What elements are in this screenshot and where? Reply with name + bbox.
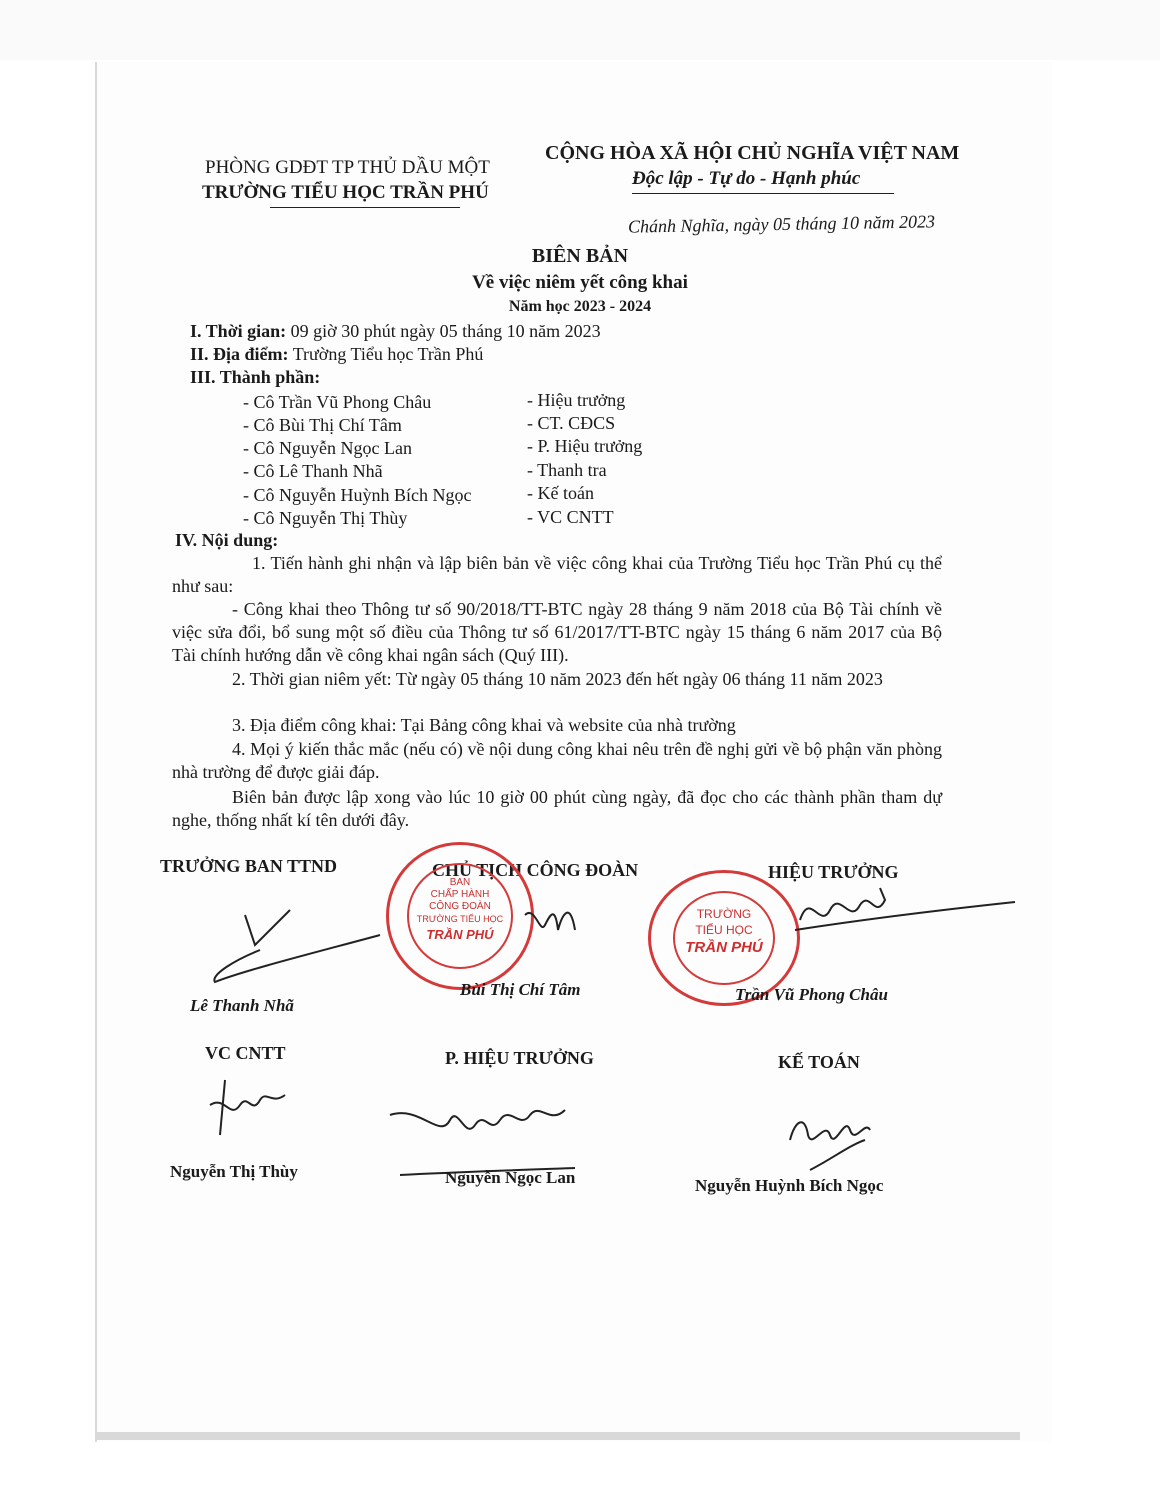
signature-nguyen-thi-thuy [200, 1075, 290, 1145]
content-paragraph-1: 1. Tiến hành ghi nhận và lập biên bản về việc công khai của Trường Tiểu học Trần Phú cụ thể như sau: [172, 553, 942, 596]
sig-title-it: VC CNTT [205, 1043, 286, 1063]
stamp-text: TRẦN PHÚ [426, 927, 494, 942]
section-time [190, 320, 601, 343]
stamp-text: CÔNG ĐOÀN [429, 901, 491, 912]
stamp-text: CHẤP HÀNH [430, 889, 490, 900]
school-underline [270, 207, 460, 208]
member-name: - Cô Nguyễn Huỳnh Bích Ngọc [243, 485, 472, 505]
agency-name: PHÒNG GDĐT TP THỦ DẦU MỘT [205, 157, 490, 178]
member-role: - Thanh tra [527, 460, 607, 480]
signature-bui-thi-chi-tam [520, 895, 590, 945]
member-role: - CT. CĐCS [527, 413, 616, 433]
signature-nguyen-ngoc-lan [380, 1090, 580, 1180]
sig-title-ttnd: TRƯỞNG BAN TTND [160, 856, 338, 876]
section-content-label: IV. Nội dung: [175, 530, 279, 550]
member-role: - VC CNTT [527, 507, 614, 527]
content-paragraph-4: 4. Mọi ý kiến thắc mắc (nếu có) về nội dung công khai nêu trên đề nghị gửi về bộ phận văn phòng nhà trường để được giải đáp. [172, 739, 942, 782]
republic-title: CỘNG HÒA XÃ HỘI CHỦ NGHĨA VIỆT NAM [545, 142, 960, 164]
member-role: - Kế toán [527, 483, 594, 503]
stamp-text: TRƯỜNG TIỂU HỌC [416, 914, 504, 924]
sig-name-ttnd: Lê Thanh Nhã [190, 996, 294, 1015]
member-role: - P. Hiệu trưởng [527, 436, 643, 456]
member-name: - Cô Bùi Thị Chí Tâm [243, 415, 402, 435]
school-name: TRƯỜNG TIỂU HỌC TRẦN PHÚ [202, 182, 489, 203]
sig-title-vice-principal: P. HIỆU TRƯỞNG [445, 1048, 594, 1068]
member-name: - Cô Nguyễn Thị Thùy [243, 508, 408, 528]
stamp-text: BAN [449, 877, 471, 888]
section-time-label: I. Thời gian: [190, 321, 287, 341]
page-bottom-edge [95, 1432, 1020, 1440]
content-paragraph-3: 3. Địa điểm công khai: Tại Bảng công khai và website của nhà trường [232, 715, 736, 735]
stamp-text: TIỂU HỌC [695, 923, 753, 937]
signature-nguyen-huynh-bich-ngoc [770, 1100, 930, 1180]
sig-title-union: CHỦ TỊCH CÔNG ĐOÀN [432, 860, 639, 880]
section-time-value: 09 giờ 30 phút ngày 05 tháng 10 năm 2023 [290, 321, 601, 341]
stamp-text: TRẦN PHÚ [685, 939, 763, 956]
section-place-value: Trường Tiểu học Trần Phú [292, 344, 484, 364]
member-name: - Cô Nguyễn Ngọc Lan [243, 438, 412, 458]
sig-name-vice-principal: Nguyễn Ngọc Lan [445, 1168, 576, 1187]
signature-le-thanh-nha [205, 900, 385, 990]
member-name: - Cô Trần Vũ Phong Châu [243, 392, 432, 412]
section-place-label: II. Địa điểm: [190, 344, 289, 364]
document-title: BIÊN BẢN [531, 245, 629, 267]
school-year: Năm học 2023 - 2024 [508, 298, 652, 315]
section-members-label: III. Thành phần: [190, 367, 321, 387]
page-top-margin [0, 0, 1160, 60]
motto-underline [632, 193, 894, 194]
sig-name-union: Bùi Thị Chí Tâm [460, 980, 581, 999]
signature-tran-vu-phong-chau [780, 880, 1020, 950]
document-subject: Về việc niêm yết công khai [472, 272, 688, 293]
member-role: - Hiệu trưởng [527, 390, 626, 410]
sig-name-it: Nguyễn Thị Thùy [170, 1162, 298, 1181]
member-name: - Cô Lê Thanh Nhã [243, 461, 383, 481]
sig-name-principal: Trần Vũ Phong Châu [735, 985, 888, 1004]
section-place [190, 343, 483, 366]
national-motto: Độc lập - Tự do - Hạnh phúc [632, 168, 861, 189]
content-paragraph-1a: - Công khai theo Thông tư số 90/2018/TT-BTC ngày 28 tháng 9 năm 2018 của Bộ Tài chính về việc sửa đổi, bổ sung một số điều của Thông tư số 61/2017/TT-BTC ngày 15 tháng 6 năm 2017 của Bộ Tài chính hướng dẫn về công khai ngân sách (Quý III). [172, 599, 942, 665]
closing-paragraph: Biên bản được lập xong vào lúc 10 giờ 00 phút cùng ngày, đã đọc cho các thành phần tham dự nghe, thống nhất kí tên dưới đây. [172, 787, 942, 830]
sig-title-accountant: KẾ TOÁN [778, 1052, 860, 1072]
sig-name-accountant: Nguyễn Huỳnh Bích Ngọc [695, 1176, 884, 1195]
stamp-text: TRƯỜNG [696, 907, 752, 921]
union-stamp [386, 842, 534, 990]
sig-title-principal: HIỆU TRƯỞNG [768, 862, 899, 882]
content-paragraph-2: 2. Thời gian niêm yết: Từ ngày 05 tháng 10 năm 2023 đến hết ngày 06 tháng 11 năm 2023 [232, 669, 883, 689]
place-date: Chánh Nghĩa, ngày 05 tháng 10 năm 2023 [627, 211, 936, 237]
